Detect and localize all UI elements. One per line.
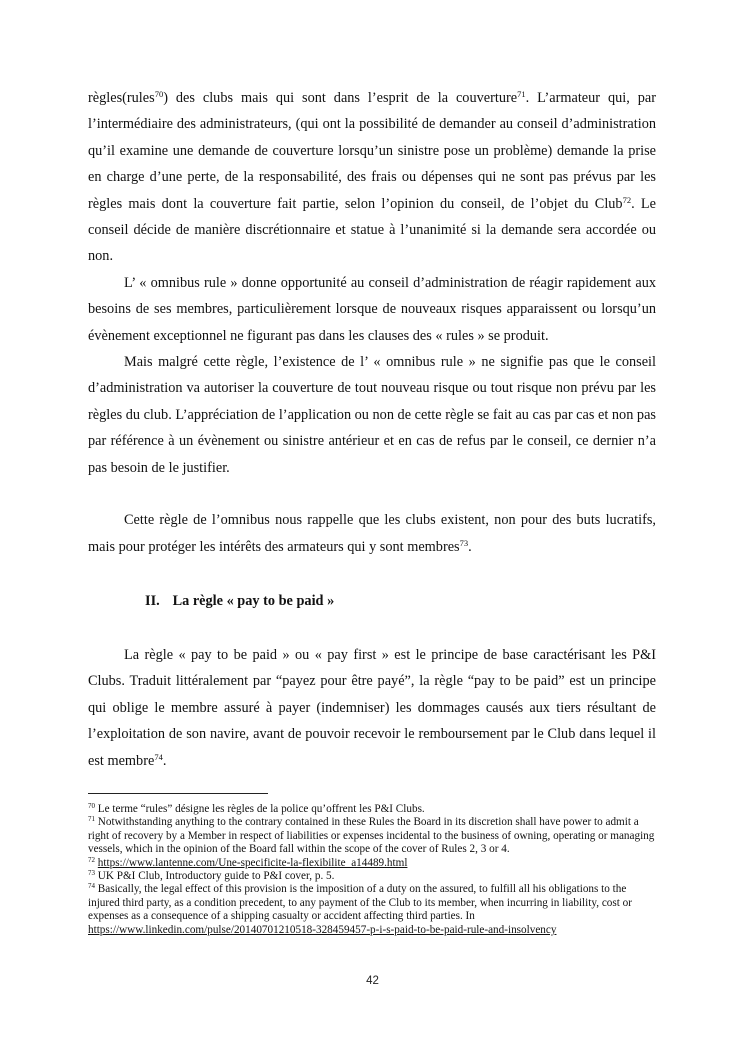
footnote-ref-70[interactable]: 70 — [154, 89, 164, 99]
footnotes — [88, 803, 656, 937]
spacer — [88, 614, 656, 642]
text: Cette règle de l’omnibus nous rappelle que les clubs existent, non pour des buts lucratifs, mais pour protéger les intérêts des armateurs qui y sont membres — [88, 512, 656, 555]
paragraph-1 — [88, 85, 656, 270]
footnote-ref-73[interactable]: 73 — [459, 537, 469, 548]
footnote-number: 71 — [88, 815, 95, 824]
footnote-text: Basically, the legal effect of this provision is the imposition of a duty on the assured, to fulfill all his obligations to the injured third party, as a condition precedent, to any payment of the Club to its member, when incurring in liability, cost or expenses as a consequence of a shipping casualty or accident affecting third parties. In — [88, 883, 632, 923]
footnote-72 — [88, 857, 656, 870]
footnote-text: Le terme “rules” désigne les règles de la police qu’offrent les P&I Clubs. — [95, 803, 425, 815]
footnote-ref-71[interactable]: 71 — [517, 89, 526, 99]
text: . — [162, 752, 167, 769]
text: ) des clubs mais qui sont dans l’esprit de la couverture — [163, 90, 518, 106]
text: . — [468, 538, 472, 555]
text: . L’armateur qui, par l’intermédiaire des administrateurs, (qui ont la possibilité de demander au conseil d’administration qu’il examine une demande de couverture lorsqu’un sinistre pose un problème) demande la prise en charge d’une perte, de la responsabilité, des frais ou dépenses qui ne sont pas prévus par les règles mais dont la couverture fait partie, selon l’opinion du conseil, de l’objet du Club — [88, 90, 656, 212]
footnote-ref-72[interactable]: 72 — [622, 194, 632, 205]
text: règles(rules — [88, 90, 155, 106]
footnote-number: 70 — [88, 802, 95, 810]
footnote-separator — [88, 793, 268, 794]
page-body — [88, 85, 656, 774]
section-heading — [88, 588, 656, 614]
footnote-ref-74[interactable]: 74 — [154, 751, 163, 762]
footnote-number: 72 — [88, 855, 95, 864]
footnote-71 — [88, 816, 656, 856]
footnote-70 — [88, 803, 656, 816]
footnote-link[interactable]: https://www.linkedin.com/pulse/20140701210518-328459457-p-i-s-paid-to-be-paid-rule-and-insolvency — [88, 923, 557, 936]
footnote-text: UK P&I Club, Introductory guide to P&I cover, p. 5. — [95, 870, 335, 883]
section-title: La règle « pay to be paid » — [172, 592, 335, 609]
spacer — [88, 481, 656, 507]
footnote-number: 74 — [88, 882, 95, 891]
page-number: 42 — [366, 975, 379, 987]
section-number: II. — [145, 592, 160, 609]
footnote-73 — [88, 870, 656, 883]
footnote-74 — [88, 883, 656, 937]
paragraph-4 — [88, 507, 656, 560]
text: . Le conseil décide de manière discrétionnaire et statue à l’unanimité si la demande sera accordée ou non. — [88, 195, 656, 265]
text: La règle « pay to be paid » ou « pay first » est le principe de base caractérisant les P&I Clubs. Traduit littéralement par “payez pour être payé”, la règle “pay to be paid” est un principe qui oblige le membre assuré à payer (indemniser) les dommages causés aux tiers résultant de l’exploitation de son navire, avant de pouvoir recevoir le remboursement par le Club dans lequel il est membre — [88, 646, 656, 769]
footnote-link[interactable]: https://www.lantenne.com/Une-specificite-la-flexibilite_a14489.html — [97, 856, 408, 869]
spacer — [88, 560, 656, 588]
footnote-text: Notwithstanding anything to the contrary contained in these Rules the Board in its discretion shall have power to admit a right of recovery by a Member in respect of liabilities or expenses incidental to the business of owning, operating or managing vessels, which in the opinion of the Board fall within the scope of the cover of Rules 2, 3 or 4. — [88, 816, 655, 856]
footnote-number: 73 — [88, 869, 95, 878]
paragraph-3: Mais malgré cette règle, l’existence de l’ « omnibus rule » ne signifie pas que le conseil d’administration va autoriser la couverture de tout nouveau risque ou tout risque non prévu par les règles du club. L’appréciation de l’application ou non de cette règle se fait au cas par cas et non pas par référence à un évènement ou sinistre antérieur et en cas de refus par le conseil, ce dernier n’a pas besoin de le justifier. — [88, 354, 656, 476]
paragraph-5 — [88, 642, 656, 774]
paragraph-2: L’ « omnibus rule » donne opportunité au conseil d’administration de réagir rapidement aux besoins de ses membres, particulièrement lorsque de nouveaux risques apparaissent ou lorsqu’un évènement exceptionnel ne figurant pas dans les clauses des « rules » se produit. — [88, 274, 656, 344]
